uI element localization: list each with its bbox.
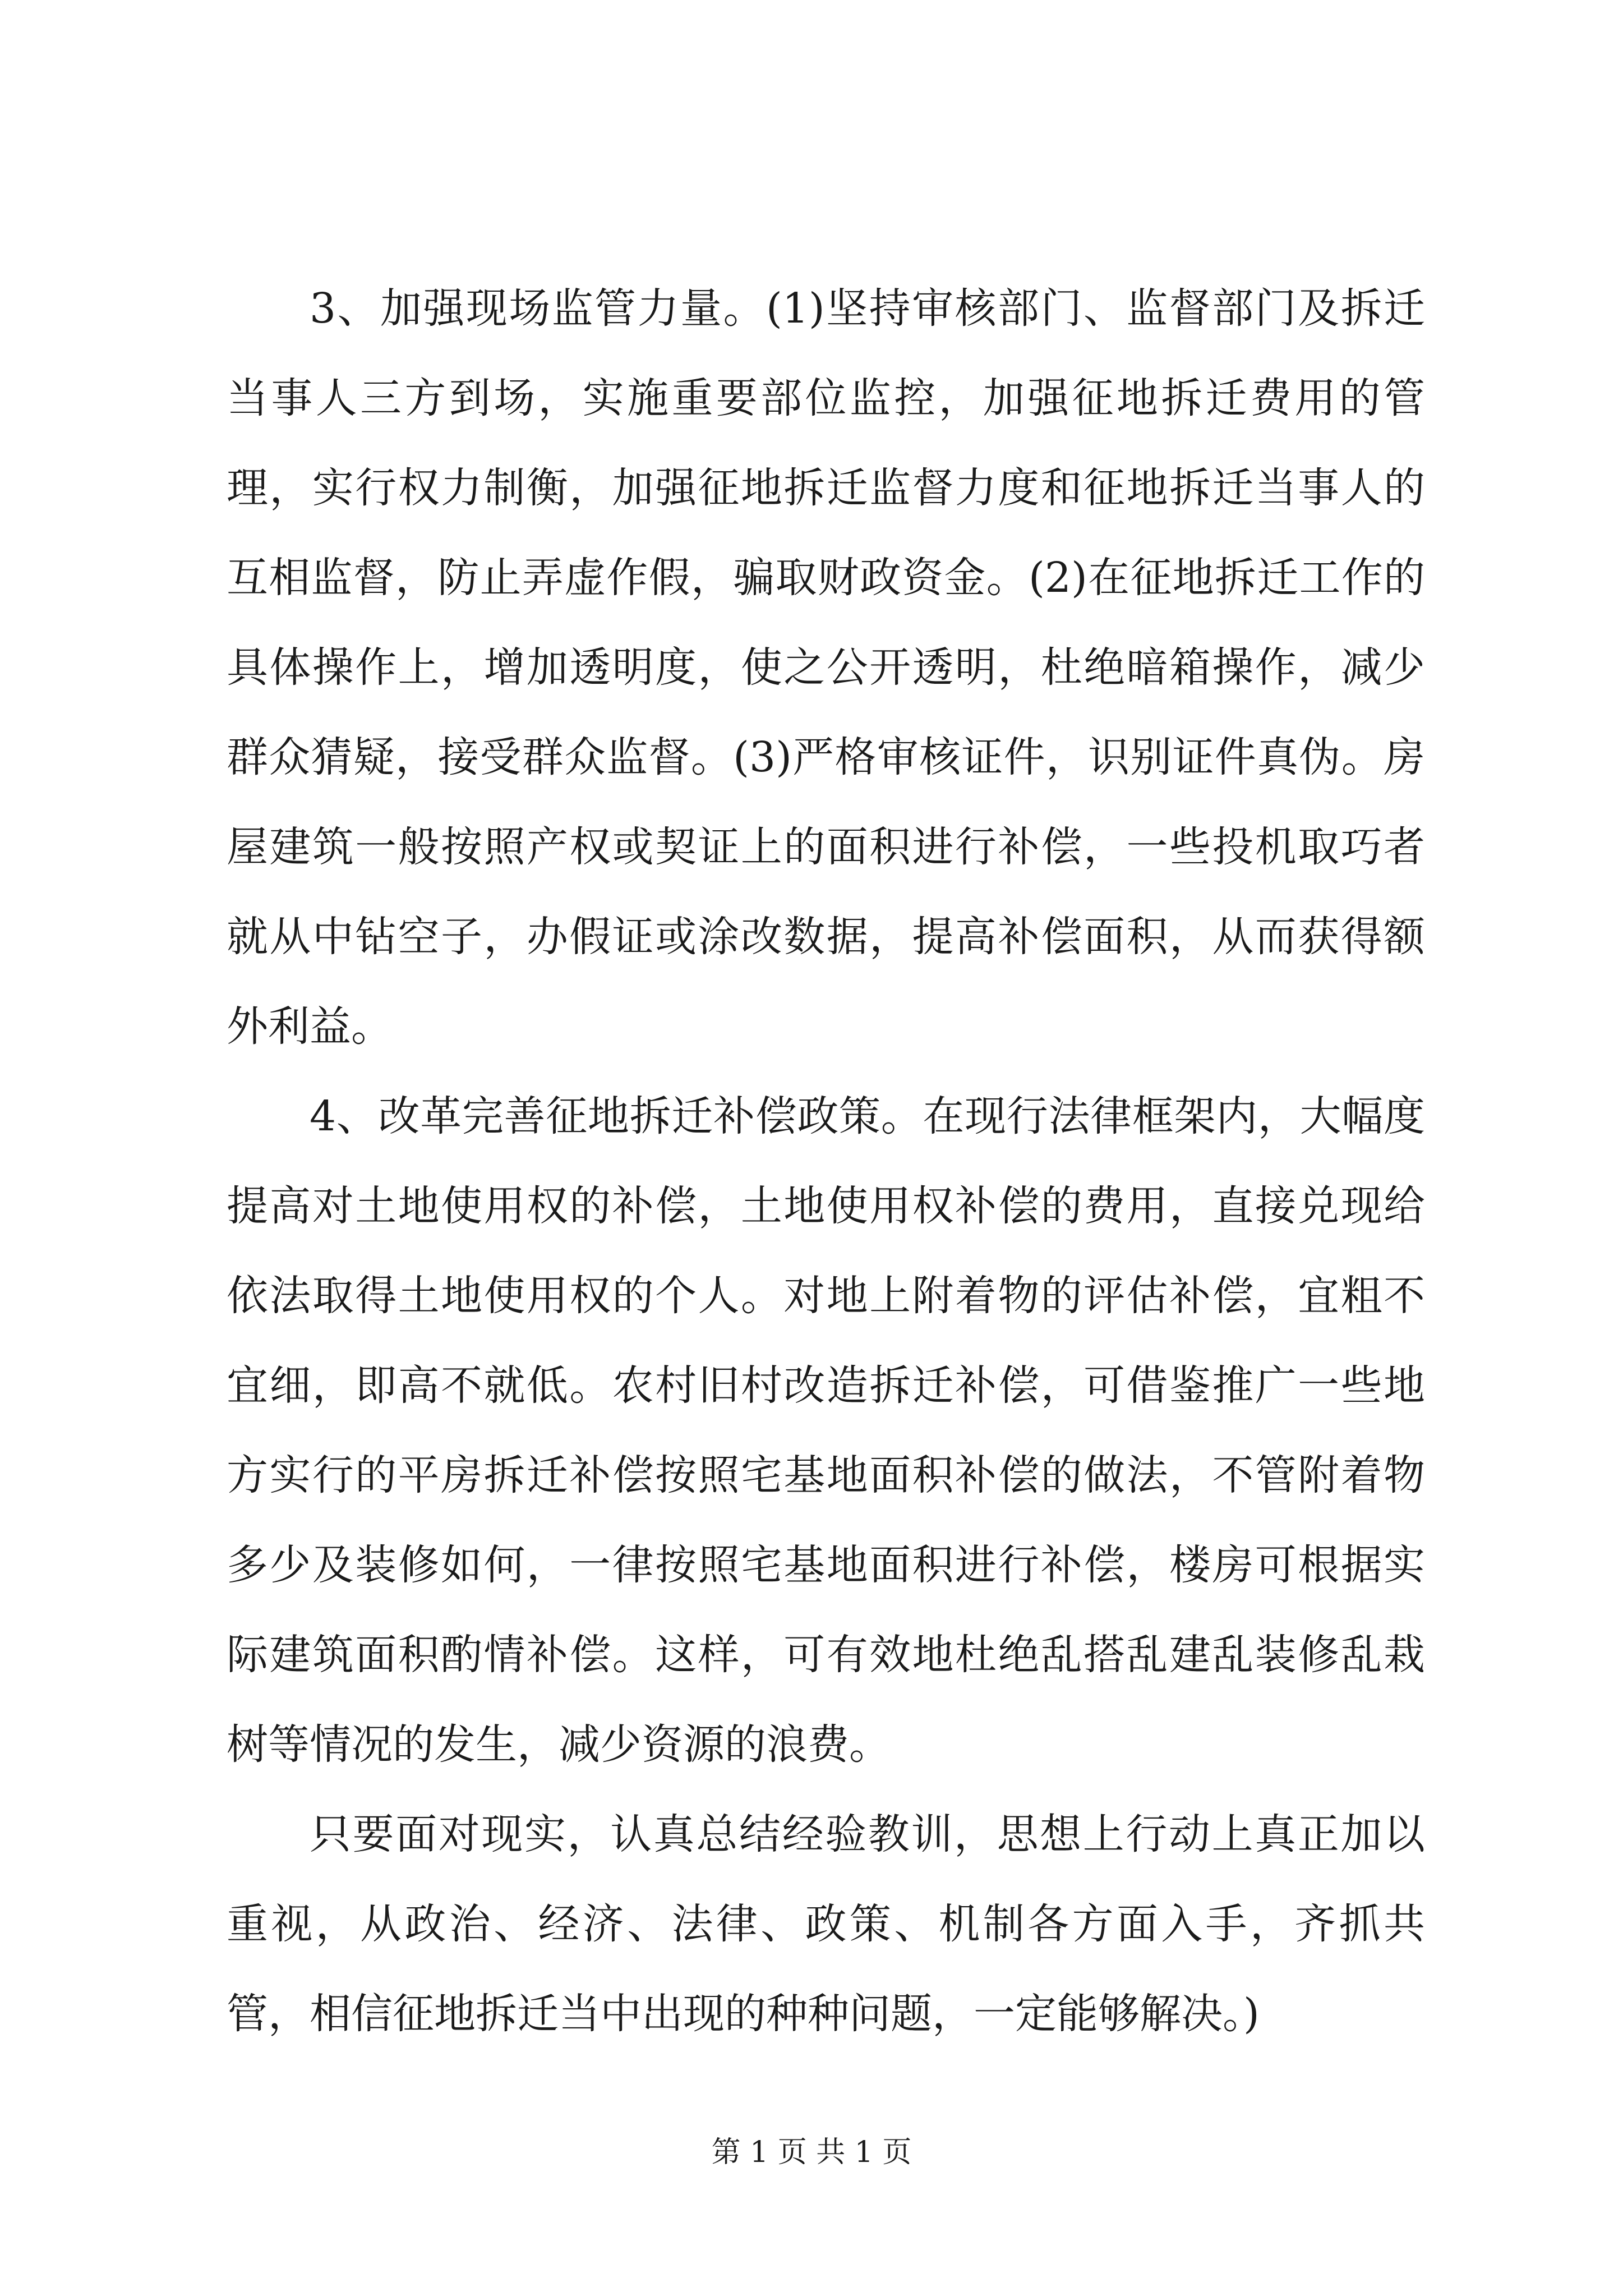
- paragraph-3: 3、加强现场监管力量。(1)坚持审核部门、监督部门及拆迁当事人三方到场，实施重要部位监控，加强征地拆迁费用的管理，实行权力制衡，加强征地拆迁监督力度和征地拆迁当事人的互相监督，防止弄虚作假，骗取财政资金。(2)在征地拆迁工作的具体操作上，增加透明度，使之公开透明，杜绝暗箱操作，减少群众猜疑，接受群众监督。(3)严格审核证件，识别证件真伪。房屋建筑一般按照产权或契证上的面积进行补偿，一些投机取巧者就从中钻空子，办假证或涂改数据，提高补偿面积，从而获得额外利益。: [227, 284, 1425, 1051]
- paragraph-conclusion: 只要面对现实，认真总结经验教训，思想上行动上真正加以重视，从政治、经济、法律、政策、机制各方面入手，齐抓共管，相信征地拆迁当中出现的种种问题，一定能够解决。): [227, 1810, 1425, 2038]
- body-text: [227, 264, 1425, 2059]
- paragraph-4: 4、改革完善征地拆迁补偿政策。在现行法律框架内，大幅度提高对土地使用权的补偿，土地使用权补偿的费用，直接兑现给依法取得土地使用权的个人。对地上附着物的评估补偿，宜粗不宜细，即高不就低。农村旧村改造拆迁补偿，可借鉴推广一些地方实行的平房拆迁补偿按照宅基地面积补偿的做法，不管附着物多少及装修如何，一律按照宅基地面积进行补偿，楼房可根据实际建筑面积酌情补偿。这样，可有效地杜绝乱搭乱建乱装修乱栽树等情况的发生，减少资源的浪费。: [227, 1092, 1425, 1769]
- page-footer: 第 1 页 共 1 页: [711, 2136, 912, 2169]
